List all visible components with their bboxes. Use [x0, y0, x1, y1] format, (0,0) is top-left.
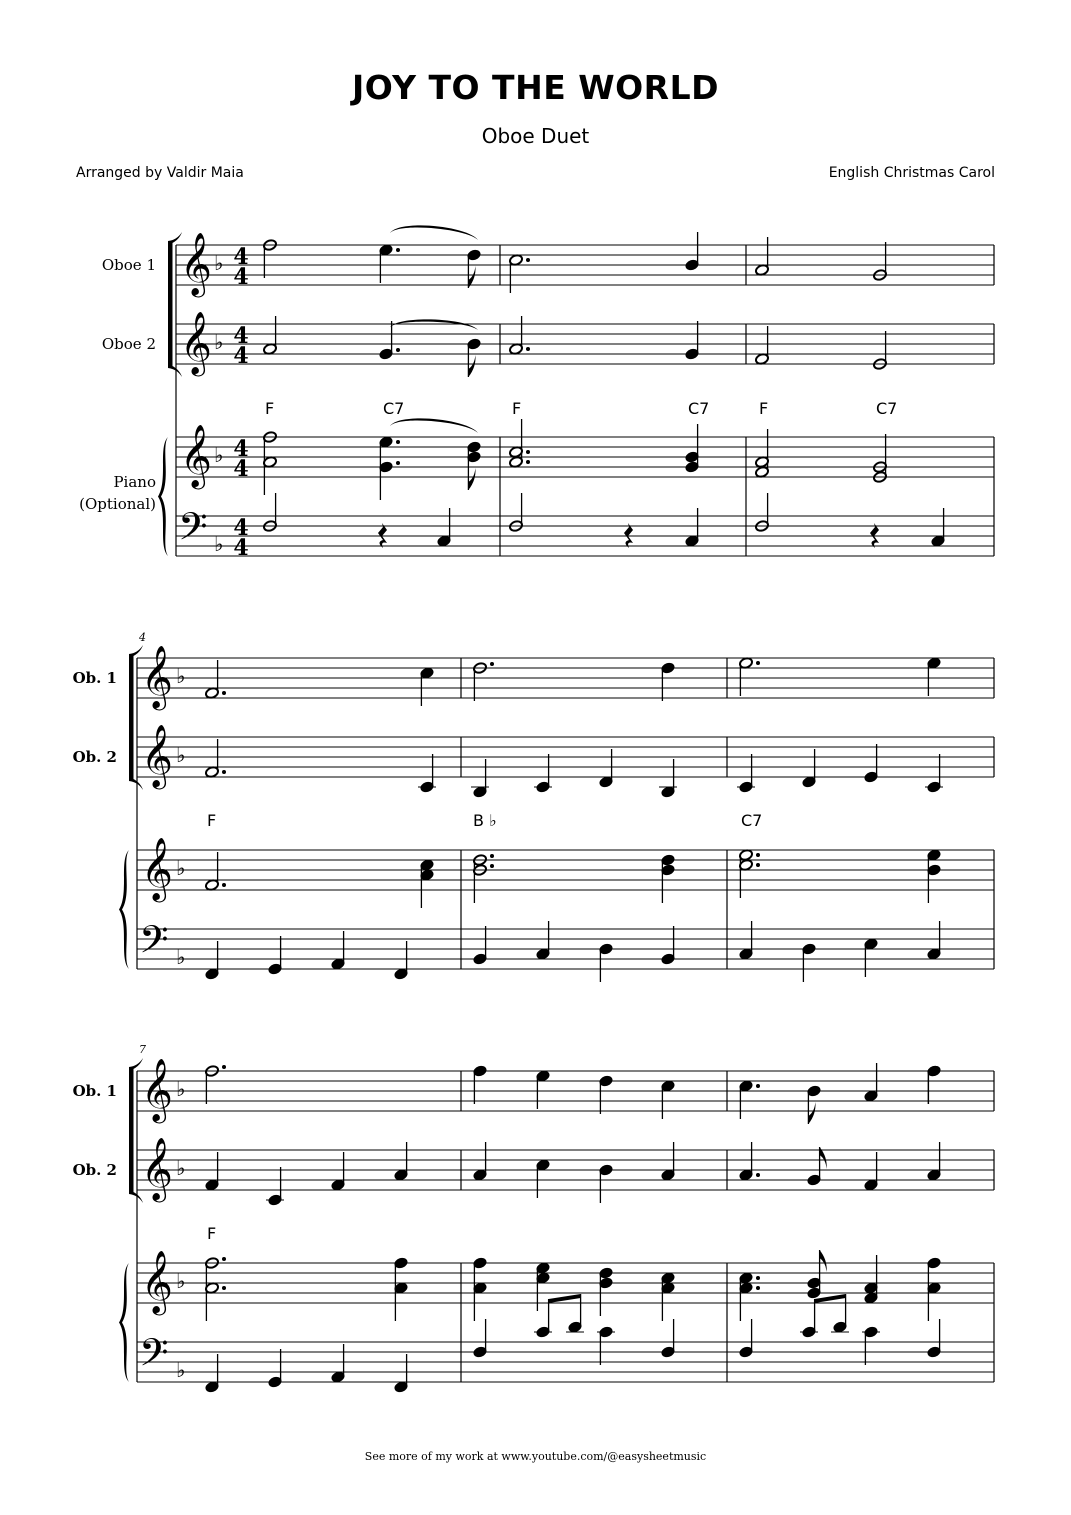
treble-clef: 𝄞 — [180, 311, 212, 374]
augmentation-dot — [756, 661, 760, 665]
augmentation-dot — [756, 863, 760, 867]
bass-clef: 𝄢 — [139, 1330, 169, 1384]
augmentation-dot — [526, 460, 530, 464]
time-signature-den: 4 — [233, 535, 249, 561]
augmentation-dot — [756, 1276, 760, 1280]
time-signature-num: 4 — [233, 515, 249, 541]
label-oboe2: Oboe 2 — [101, 335, 156, 353]
augmentation-dot — [396, 348, 400, 352]
slur — [390, 418, 478, 433]
key-signature-flat: ♭ — [214, 251, 224, 275]
augmentation-dot — [396, 461, 400, 465]
slur — [390, 319, 478, 330]
piano-brace — [158, 437, 168, 556]
treble-clef: 𝄞 — [180, 232, 212, 295]
key-signature-flat: ♭ — [176, 1156, 186, 1180]
time-signature-den: 4 — [233, 343, 249, 369]
piece-title: JOY TO THE WORLD — [351, 68, 720, 107]
treble-clef: 𝄞 — [141, 1058, 173, 1121]
treble-clef: 𝄞 — [180, 424, 212, 487]
piano-brace — [119, 1263, 129, 1382]
augmentation-dot — [222, 1257, 226, 1261]
augmentation-dot — [222, 883, 226, 887]
footer-note: See more of my work at www.youtube.com/@easysheetmusic — [364, 1450, 707, 1463]
key-signature-flat: ♭ — [176, 743, 186, 767]
chord-symbol: C7 — [383, 399, 405, 418]
composer-credit: English Christmas Carol — [828, 165, 995, 181]
augmentation-dot — [756, 1173, 760, 1177]
treble-clef: 𝄞 — [141, 837, 173, 900]
label-ob2-sys2: Ob. 2 — [72, 748, 117, 766]
note-flag — [468, 468, 475, 490]
chord-symbol: B ♭ — [473, 811, 497, 830]
chord-symbol: C7 — [876, 399, 898, 418]
arranger-credit: Arranged by Valdir Maia — [76, 165, 244, 181]
slur — [390, 225, 478, 240]
label-ob1-sys2: Ob. 1 — [72, 669, 117, 687]
note-flag — [820, 1250, 827, 1272]
system-bracket — [168, 241, 173, 368]
key-signature-flat: ♭ — [214, 443, 224, 467]
treble-clef: 𝄞 — [141, 645, 173, 708]
label-oboe1: Oboe 1 — [101, 256, 156, 274]
key-signature-flat: ♭ — [214, 532, 224, 556]
chord-symbol: C7 — [741, 811, 763, 830]
augmentation-dot — [222, 770, 226, 774]
piano-brace — [119, 850, 129, 969]
beam — [815, 1294, 846, 1303]
augmentation-dot — [222, 691, 226, 695]
system-bracket — [129, 654, 134, 781]
time-signature-den: 4 — [233, 264, 249, 290]
measure-number-sys3: 7 — [139, 1043, 146, 1056]
treble-clef: 𝄞 — [141, 724, 173, 787]
augmentation-dot — [490, 854, 494, 858]
augmentation-dot — [526, 347, 530, 351]
time-signature-num: 4 — [233, 244, 249, 270]
augmentation-dot — [490, 864, 494, 868]
augmentation-dot — [396, 440, 400, 444]
piece-subtitle: Oboe Duet — [481, 124, 590, 148]
bass-clef: 𝄢 — [139, 917, 169, 971]
key-signature-flat: ♭ — [176, 664, 186, 688]
note-flag — [808, 1102, 815, 1124]
augmentation-dot — [396, 248, 400, 252]
chord-symbol: F — [207, 1224, 217, 1243]
time-signature-num: 4 — [233, 323, 249, 349]
key-signature-flat: ♭ — [176, 1077, 186, 1101]
time-signature-den: 4 — [233, 456, 249, 482]
chord-symbol: F — [759, 399, 769, 418]
augmentation-dot — [526, 450, 530, 454]
treble-clef: 𝄞 — [141, 1137, 173, 1200]
note-flag — [468, 355, 475, 377]
bass-clef: 𝄢 — [178, 504, 208, 558]
key-signature-flat: ♭ — [176, 1358, 186, 1382]
chord-symbol: F — [512, 399, 522, 418]
augmentation-dot — [222, 1065, 226, 1069]
treble-clef: 𝄞 — [141, 1250, 173, 1313]
measure-number-sys2: 4 — [139, 631, 146, 644]
key-signature-flat: ♭ — [176, 1269, 186, 1293]
key-signature-flat: ♭ — [176, 945, 186, 969]
chord-symbol: F — [207, 811, 217, 830]
label-piano-optional: (Optional) — [79, 495, 156, 513]
label-piano: Piano — [113, 473, 156, 491]
chord-symbol: C7 — [688, 399, 710, 418]
chord-symbol: F — [265, 399, 275, 418]
augmentation-dot — [756, 1084, 760, 1088]
key-signature-flat: ♭ — [176, 856, 186, 880]
augmentation-dot — [526, 258, 530, 262]
beam — [549, 1294, 581, 1303]
time-signature-num: 4 — [233, 436, 249, 462]
label-ob1-sys3: Ob. 1 — [72, 1082, 117, 1100]
augmentation-dot — [756, 1286, 760, 1290]
notation-layer — [119, 225, 994, 1393]
augmentation-dot — [756, 853, 760, 857]
system-bracket — [129, 1067, 134, 1194]
augmentation-dot — [490, 662, 494, 666]
key-signature-flat: ♭ — [214, 330, 224, 354]
label-ob2-sys3: Ob. 2 — [72, 1161, 117, 1179]
augmentation-dot — [222, 1286, 226, 1290]
